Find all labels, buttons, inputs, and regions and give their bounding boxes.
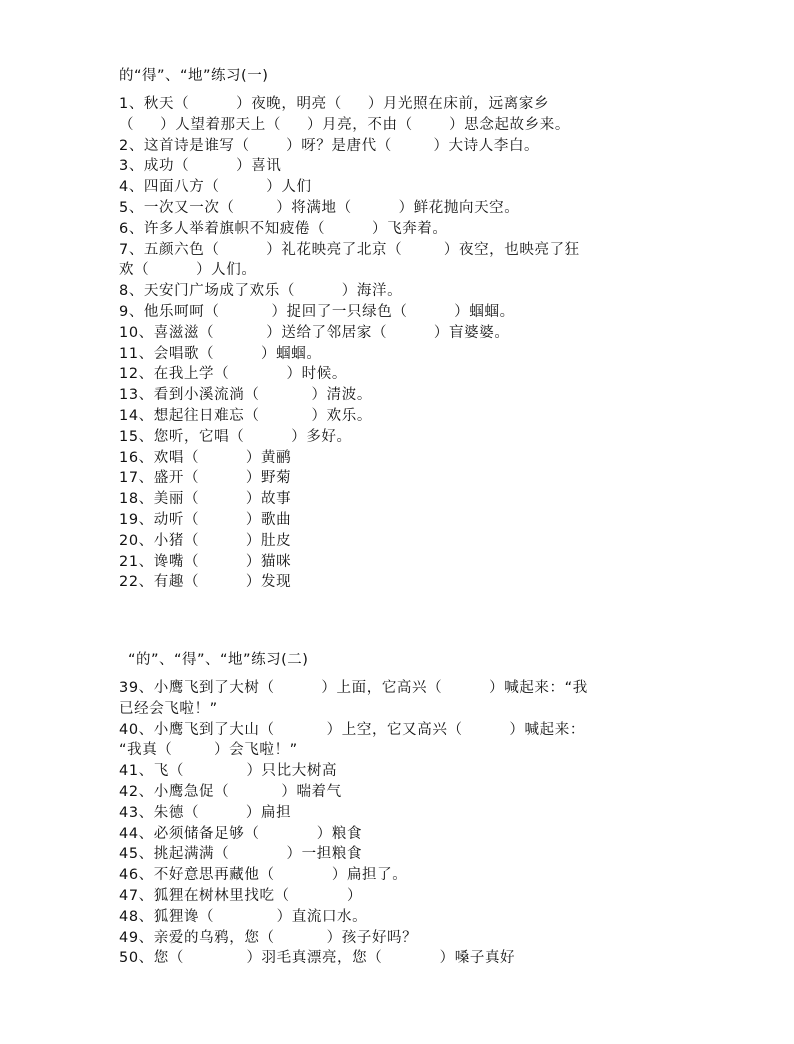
- exercise-line: 41、飞（ ）只比大树高: [119, 763, 338, 780]
- exercise-line: 11、会唱歌（ ）蝈蝈。: [119, 345, 322, 362]
- exercise-line: 12、在我上学（ ）时候。: [119, 366, 347, 383]
- exercise-line: 22、有趣（ ）发现: [119, 574, 292, 591]
- exercise-line: 16、欢唱（ ）黄鹂: [119, 449, 292, 466]
- exercise-line: 9、他乐呵呵（ ）捉回了一只绿色（ ）蝈蝈。: [119, 303, 515, 320]
- exercise-line: 18、美丽（ ）故事: [119, 491, 292, 508]
- exercise-line: 39、小鹰飞到了大树（ ）上面，它高兴（ ）喊起来：“我: [119, 680, 588, 696]
- exercise-section-two: [119, 648, 688, 969]
- exercise-line: 8、天安门广场成了欢乐（ ）海洋。: [119, 283, 403, 300]
- exercise-line: （ ）人望着那天上（ ）月亮，不由（ ）思念起故乡来。: [119, 116, 570, 133]
- exercise-line: 欢（ ）人们。: [119, 262, 257, 279]
- exercise-line: 50、您（ ）羽毛真漂亮，您（ ）嗓子真好: [119, 950, 516, 967]
- exercise-line: 43、朱德（ ）扁担: [119, 804, 292, 821]
- exercise-line: “我真（ ）会飞啦！”: [119, 742, 298, 759]
- exercise-line: 2、这首诗是谁写（ ）呀？是唐代（ ）大诗人李白。: [119, 137, 540, 154]
- section-title: 的“得”、“地”练习(一): [119, 68, 269, 84]
- exercise-line: 45、挑起满满（ ）一担粮食: [119, 846, 363, 863]
- section-title: “的”、“得”、“地”练习(二): [128, 652, 309, 668]
- exercise-line: 6、许多人举着旗帜不知疲倦（ ）飞奔着。: [119, 220, 448, 237]
- exercise-line: 46、不好意思再藏他（ ）扁担了。: [119, 867, 408, 884]
- exercise-line: 48、狐狸谗（ ）直流口水。: [119, 908, 368, 925]
- exercise-line: 21、谗嘴（ ）猫咪: [119, 553, 292, 570]
- exercise-line: 40、小鹰飞到了大山（ ）上空，它又高兴（ ）喊起来：: [119, 721, 585, 738]
- exercise-line: 47、狐狸在树林里找吃（ ）: [119, 887, 363, 904]
- exercise-line: 13、看到小溪流淌（ ）清波。: [119, 387, 372, 404]
- exercise-line: 49、亲爱的乌鸦，您（ ）孩子好吗？: [119, 929, 418, 946]
- exercise-line: 14、想起往日难忘（ ）欢乐。: [119, 407, 372, 424]
- exercise-list: [119, 678, 688, 969]
- exercise-line: 已经会飞啦！”: [119, 700, 218, 717]
- exercise-line: 20、小猪（ ）肚皮: [119, 532, 292, 549]
- exercise-line: 3、成功（ ）喜讯: [119, 158, 282, 175]
- exercise-line: 10、喜滋滋（ ）送给了邻居家（ ）盲婆婆。: [119, 324, 510, 341]
- exercise-line: 7、五颜六色（ ）礼花映亮了北京（ ）夜空，也映亮了狂: [119, 241, 580, 258]
- exercise-line: 44、必须储备足够（ ）粮食: [119, 825, 363, 842]
- exercise-line: 4、四面八方（ ）人们: [119, 179, 312, 196]
- exercise-line: 1、秋天（ ）夜晚，明亮（ ）月光照在床前，远离家乡: [119, 96, 550, 112]
- exercise-line: 42、小鹰急促（ ）喘着气: [119, 783, 342, 800]
- exercise-line: 15、您听，它唱（ ）多好。: [119, 428, 352, 445]
- exercise-line: 17、盛开（ ）野菊: [119, 470, 292, 487]
- exercise-section-one: [119, 64, 679, 593]
- exercise-line: 19、动听（ ）歌曲: [119, 511, 292, 528]
- exercise-list: [119, 94, 679, 593]
- exercise-line: 5、一次又一次（ ）将满地（ ）鲜花抛向天空。: [119, 199, 520, 216]
